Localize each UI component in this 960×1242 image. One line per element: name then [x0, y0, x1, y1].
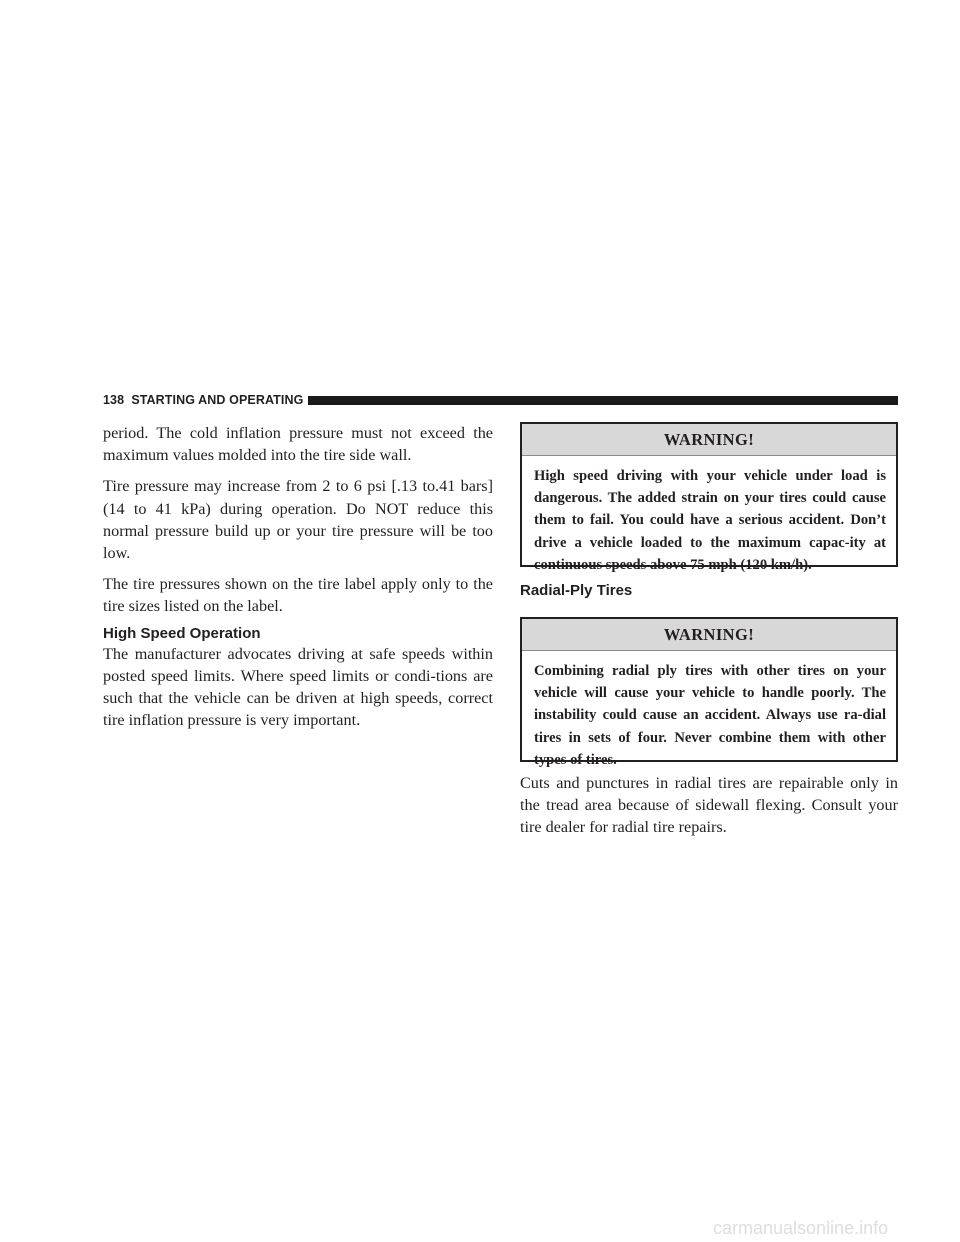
left-column — [103, 422, 493, 740]
warning-title: WARNING! — [522, 619, 896, 651]
warning-text: Combining radial ply tires with other tires on your vehicle will cause your vehicle to handle poorly. The instability could cause an accident. Always use ra-dial tires in sets of four. Never combine them with other types of tires. — [534, 663, 886, 768]
page-header — [103, 392, 898, 408]
section-title: STARTING AND OPERATING — [131, 393, 304, 407]
page-number: 138 — [103, 393, 125, 407]
heading-high-speed: High Speed Operation — [103, 624, 261, 642]
right-column — [520, 422, 898, 848]
paragraph-label-sizes: The tire pressures shown on the tire label apply only to the tire sizes listed on the label. — [103, 575, 493, 616]
header-rule — [308, 396, 898, 405]
paragraph-radial-repairs: Cuts and punctures in radial tires are repairable only in the tread area because of sidewall flexing. Consult your tire dealer for radial tire repairs. — [520, 774, 898, 837]
watermark: carmanualsonline.info — [713, 1218, 889, 1238]
paragraph-high-speed: The manufacturer advocates driving at safe speeds within posted speed limits. Where speed limits or condi-tions are such that the vehicle can be driven at high speeds, correct tire inflation pressure is very important. — [103, 644, 493, 730]
warning-box-load — [520, 422, 898, 573]
heading-radial-ply: Radial-Ply Tires — [520, 582, 633, 599]
warning-title: WARNING! — [522, 424, 896, 456]
warning-text: High speed driving with your vehicle under load is dangerous. The added strain on your tires could cause them to fail. You could have a serious accident. Don’t drive a vehicle loaded to the maximum capac-ity at continuous speeds above 75 mph (120 km/h). — [534, 468, 886, 573]
paragraph-pressure-increase: Tire pressure may increase from 2 to 6 psi [.13 to.41 bars](14 to 41 kPa) during operation. Do NOT reduce this normal pressure build up or your tire pressure will be too low. — [103, 477, 493, 563]
paragraph-inflation-limit: period. The cold inflation pressure must not exceed the maximum values molded into the tire side wall. — [103, 424, 493, 465]
warning-box-radial — [520, 617, 898, 768]
